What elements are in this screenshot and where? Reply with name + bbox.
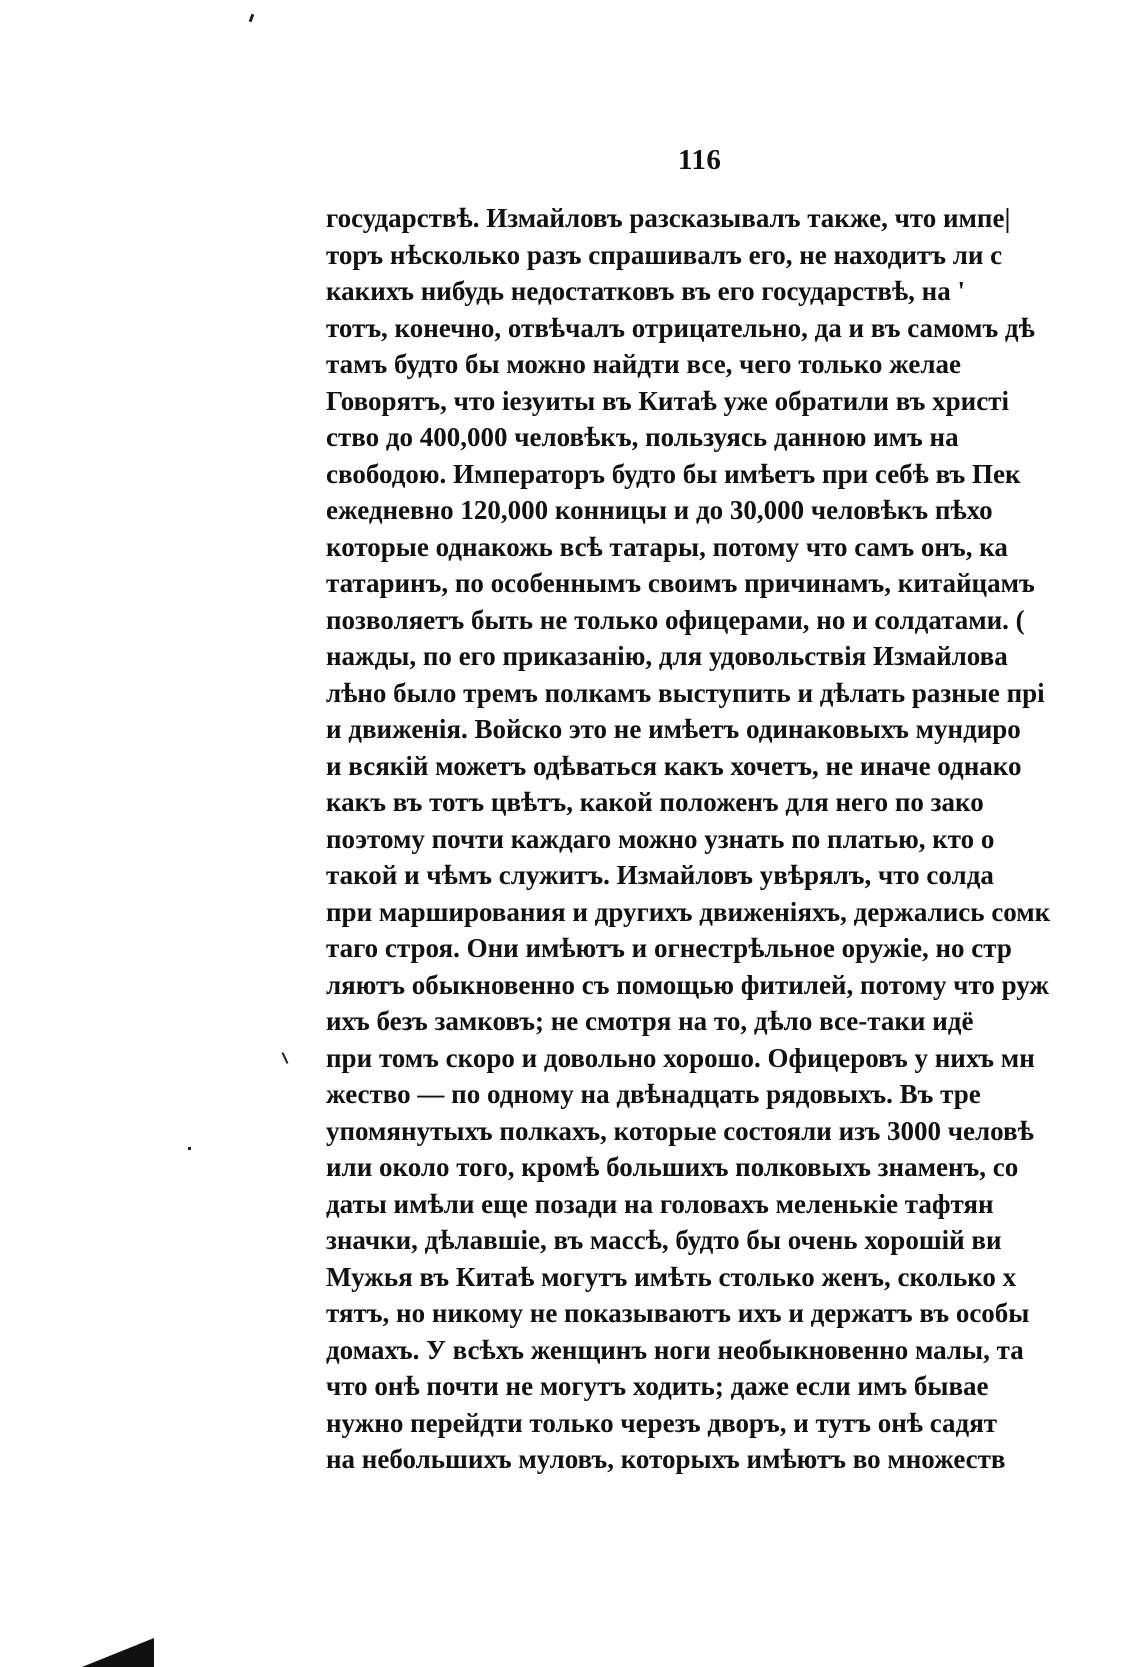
text-line: и движенія. Войско это не имѣетъ одинаковыхъ мундиро xyxy=(326,714,1021,744)
text-line: татаринъ, по особеннымъ своимъ причинамъ, китайцамъ xyxy=(326,568,1035,598)
text-line: свободою. Императоръ будто бы имѣетъ при себѣ въ Пек xyxy=(326,458,1021,489)
text-line: нажды, по его приказанію, для удовольствія Измайлова xyxy=(326,641,1008,671)
text-line: позволяетъ быть не только офицерами, но и солдатами. ( xyxy=(326,604,1025,635)
margin-dot xyxy=(188,1147,191,1150)
text-line: Мужья въ Китаѣ могутъ имѣть столько женъ, сколько х xyxy=(326,1261,1017,1292)
text-line: ство до 400,000 человѣкъ, пользуясь данною имъ на xyxy=(326,422,959,452)
text-line: нужно перейдти только черезъ дворъ, и тутъ онѣ садят xyxy=(326,1407,998,1438)
text-line: при томъ скоро и довольно хорошо. Офицеровъ у нихъ мн xyxy=(326,1042,1035,1073)
text-line: таго строя. Они имѣютъ и огнестрѣльное оружіе, но стр xyxy=(326,933,1012,963)
text-line: торъ нѣсколько разъ спрашивалъ его, не находитъ ли с xyxy=(326,239,1003,270)
text-line: Говорятъ, что іезуиты въ Китаѣ уже обратили въ христі xyxy=(326,385,1009,416)
text-line: и всякій можетъ одѣваться какъ хочетъ, не иначе однако xyxy=(326,750,1022,781)
text-line: тотъ, конечно, отвѣчалъ отрицательно, да и въ самомъ дѣ xyxy=(326,312,1035,343)
text-line: или около того, кромѣ большихъ полковыхъ знаменъ, со xyxy=(326,1152,1019,1182)
text-line: такой и чѣмъ служитъ. Измайловъ увѣрялъ, что солда xyxy=(326,860,994,890)
corner-ink-blot xyxy=(82,1638,154,1667)
text-line: государствѣ. Измайловъ разсказывалъ также, что импе| xyxy=(326,203,1011,233)
text-line: какихъ нибудь недостатковъ въ его государствѣ, на ' xyxy=(326,276,965,306)
text-line: лѣно было тремъ полкамъ выступить и дѣлать разные прі xyxy=(326,677,1045,708)
text-line: тамъ будто бы можно найдти все, чего только желае xyxy=(326,349,962,379)
ink-speck xyxy=(249,14,255,23)
text-line: жество — по одному на двѣнадцать рядовыхъ. Въ тре xyxy=(326,1079,981,1109)
text-line: ляютъ обыкновенно съ помощью фитилей, потому что руж xyxy=(326,969,1049,1000)
text-line: тятъ, но никому не показываютъ ихъ и держатъ въ особы xyxy=(326,1298,1030,1328)
text-line: на небольшихъ муловъ, которыхъ имѣютъ во множеств xyxy=(326,1444,1006,1474)
text-line: которые однакожь всѣ татары, потому что самъ онъ, ка xyxy=(326,531,1008,562)
text-line: значки, дѣлавшіе, въ массѣ, будто бы очень хорошій ви xyxy=(326,1225,1002,1255)
margin-mark xyxy=(282,1052,289,1064)
text-line: что онѣ почти не могутъ ходить; даже если имъ бывае xyxy=(326,1371,989,1401)
text-line: какъ въ тотъ цвѣтъ, какой положенъ для него по зако xyxy=(326,787,984,817)
text-line: ежедневно 120,000 конницы и до 30,000 человѣкъ пѣхо xyxy=(326,495,993,525)
text-line: поэтому почти каждаго можно узнать по платью, кто о xyxy=(326,823,995,854)
text-line: упомянутыхъ полкахъ, которые состояли изъ 3000 человѣ xyxy=(326,1115,1034,1146)
text-line: ихъ безъ замковъ; не смотря на то, дѣло все-таки идё xyxy=(326,1006,974,1036)
text-line: при марширования и другихъ движеніяхъ, держались сомк xyxy=(326,896,1051,927)
page-number: 116 xyxy=(678,144,722,176)
text-line: даты имѣли еще позади на головахъ меленькіе тафтян xyxy=(326,1188,994,1219)
body-text xyxy=(326,200,1140,1478)
text-line: домахъ. У всѣхъ женщинъ ноги необыкновенно малы, та xyxy=(326,1334,1024,1365)
